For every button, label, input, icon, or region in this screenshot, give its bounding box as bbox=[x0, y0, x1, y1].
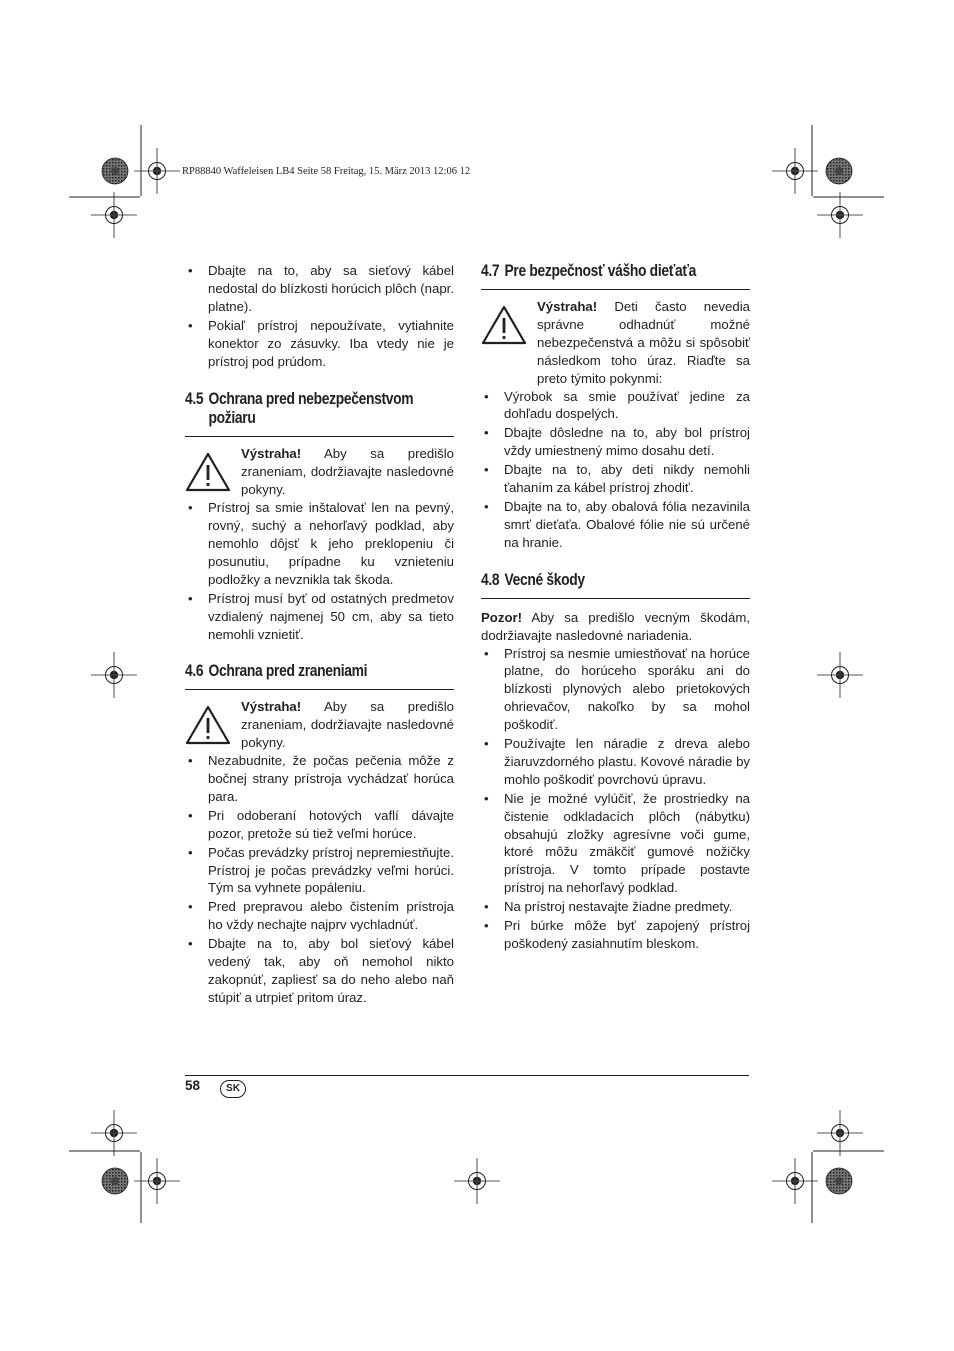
registration-mark-icon bbox=[817, 1110, 863, 1156]
list-item: • Pred prepravou alebo čistením prístroja ho vždy nechajte najprv vychladnúť. bbox=[185, 898, 454, 934]
warning-box bbox=[185, 445, 454, 499]
section-heading: 4.8 Vecné škody bbox=[481, 570, 585, 589]
registration-mark-icon bbox=[817, 652, 863, 698]
list-item: • Prístroj sa smie inštalovať len na pevný, rovný, suchý a nehorľavý podklad, aby nemohlo dôjsť k jeho preklopeniu či posunutiu, prípadne ku vznieteniu podložky a nevznikla tak škoda. bbox=[185, 499, 454, 589]
section-rule bbox=[185, 436, 454, 437]
color-target-icon bbox=[826, 1168, 852, 1194]
list-item: • Pri odoberaní hotových vaflí dávajte pozor, pretože sú tiež veľmi horúce. bbox=[185, 807, 454, 843]
bullet-list bbox=[185, 752, 454, 1007]
registration-mark-icon bbox=[772, 148, 818, 194]
intro-bullet-list bbox=[185, 262, 454, 370]
registration-mark-icon bbox=[817, 192, 863, 238]
left-column bbox=[185, 262, 454, 1008]
page-number: 58 bbox=[185, 1078, 201, 1093]
registration-mark-icon bbox=[91, 192, 137, 238]
list-item: • Dbajte dôsledne na to, aby bol prístroj vždy umiestnený mimo dosahu detí. bbox=[481, 424, 750, 460]
list-item: • Dbajte na to, aby sa sieťový kábel nedostal do blízkosti horúcich plôch (napr. platne). bbox=[185, 262, 454, 316]
section-4-8 bbox=[481, 571, 750, 953]
list-item: • Výrobok sa smie používať jedine za dohľadu dospelých. bbox=[481, 388, 750, 424]
list-item: • Pokiaľ prístroj nepoužívate, vytiahnite konektor zo zásuvky. Iba vtedy nie je prístroj pod prúdom. bbox=[185, 317, 454, 371]
language-badge: SK bbox=[220, 1080, 246, 1098]
list-item: • Používajte len náradie z dreva alebo žiaruvzdorného plastu. Kovové náradie by mohlo poškodiť povrchovú úpravu. bbox=[481, 735, 750, 789]
printer-header: RP88840 Waffeleisen LB4 Seite 58 Freitag, 15. März 2013 12:06 12 bbox=[182, 166, 471, 177]
warning-box bbox=[481, 298, 750, 388]
warning-text: Výstraha! Aby sa predišlo zraneniam, dodržiavajte nasledovné pokyny. bbox=[241, 699, 454, 751]
list-item: • Pri búrke môže byť zapojený prístroj poškodený zasiahnutím bleskom. bbox=[481, 917, 750, 953]
warning-triangle-icon bbox=[185, 445, 241, 497]
list-item: • Nezabudnite, že počas pečenia môže z bočnej strany prístroja vychádzať horúca para. bbox=[185, 752, 454, 806]
registration-mark-icon bbox=[454, 1158, 500, 1204]
section-rule bbox=[481, 289, 750, 290]
warning-text: Výstraha! Deti často nevedia správne odhadnúť možné nebezpečenstvá a môžu si spôsobiť následkom toho úraz. Riaďte sa preto týmito pokynmi: bbox=[537, 299, 750, 386]
list-item: • Prístroj musí byť od ostatných predmetov vzdialený najmenej 50 cm, aby sa tieto nemohli vznietiť. bbox=[185, 590, 454, 644]
section-4-6 bbox=[185, 662, 454, 1006]
right-column bbox=[481, 262, 750, 954]
color-target-icon bbox=[102, 1168, 128, 1194]
list-item: • Dbajte na to, aby bol sieťový kábel vedený tak, aby oň nemohol nikto zakopnúť, zapliesť sa do neho alebo naň stúpiť a utrpieť pritom úraz. bbox=[185, 935, 454, 1007]
warning-box bbox=[185, 698, 454, 752]
list-item: • Počas prevádzky prístroj nepremiestňujte. Prístroj je počas prevádzky veľmi horúci. Tým sa vyhnete popáleniu. bbox=[185, 844, 454, 898]
bullet-list bbox=[185, 499, 454, 643]
caution-paragraph: Pozor! Aby sa predišlo vecným škodám, dodržiavajte nasledovné nariadenia. bbox=[481, 609, 750, 643]
registration-mark-icon bbox=[91, 1110, 137, 1156]
section-rule bbox=[481, 598, 750, 599]
list-item: • Dbajte na to, aby obalová fólia nezavinila smrť dieťaťa. Obalové fólie nie sú určené na hranie. bbox=[481, 498, 750, 552]
list-item: • Dbajte na to, aby deti nikdy nemohli ťahaním za kábel prístroj zhodiť. bbox=[481, 461, 750, 497]
section-rule bbox=[185, 689, 454, 690]
warning-triangle-icon bbox=[481, 298, 537, 350]
warning-text: Výstraha! Aby sa predišlo zraneniam, dodržiavajte nasledovné pokyny. bbox=[241, 446, 454, 498]
section-heading: 4.7 Pre bezpečnosť vášho dieťaťa bbox=[481, 262, 697, 280]
section-heading: 4.5 Ochrana pred nebezpečenstvom požiaru bbox=[185, 390, 414, 428]
section-4-7 bbox=[481, 262, 750, 552]
section-4-5 bbox=[185, 390, 454, 643]
bullet-list bbox=[481, 645, 750, 953]
color-target-icon bbox=[826, 158, 852, 184]
registration-mark-icon bbox=[772, 1158, 818, 1204]
registration-mark-icon bbox=[91, 652, 137, 698]
color-target-icon bbox=[102, 158, 128, 184]
list-item: • Prístroj sa nesmie umiestňovať na horúce platne, do horúceho sporáku ani do blízkosti plynových alebo prietokových ohrievačov, nakoľko by sa mohol poškodiť. bbox=[481, 645, 750, 735]
bullet-list bbox=[481, 388, 750, 552]
list-item: • Na prístroj nestavajte žiadne predmety. bbox=[481, 898, 750, 916]
footer-rule bbox=[185, 1075, 749, 1076]
list-item: • Nie je možné vylúčiť, že prostriedky na čistenie odkladacích plôch (nábytku) obsahujú zložky agresívne voči gume, ktoré môžu zmäkčiť gumové nožičky prístroja. V tomto prípade postavte prístroj na nehorľavý podklad. bbox=[481, 790, 750, 897]
section-heading: 4.6 Ochrana pred zraneniami bbox=[185, 662, 368, 681]
warning-triangle-icon bbox=[185, 698, 241, 750]
